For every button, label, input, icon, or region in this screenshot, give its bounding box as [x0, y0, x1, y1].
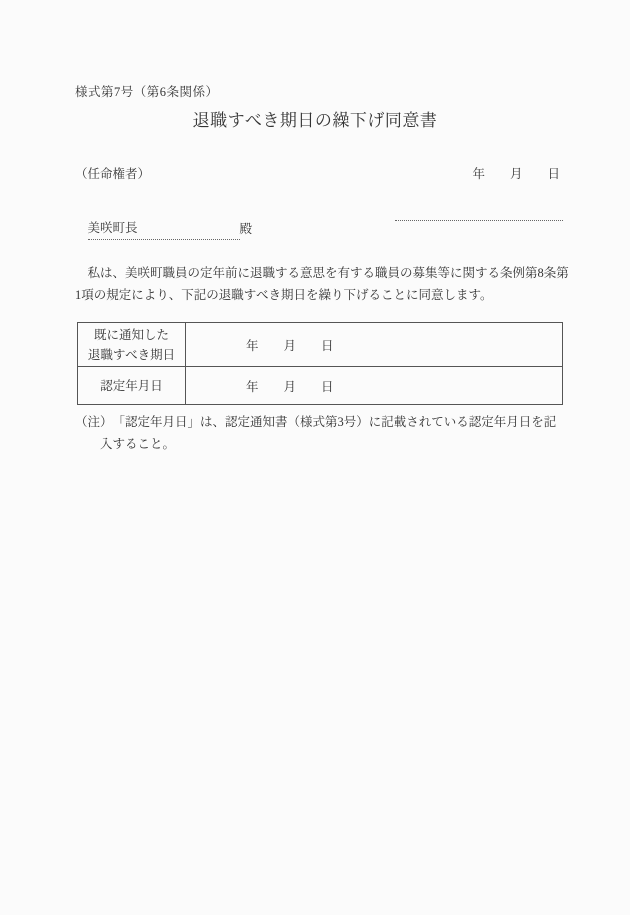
certified-date-value: 年 月 日 — [186, 367, 563, 405]
notified-date-label — [78, 323, 186, 367]
footnote-line2: 入すること。 — [100, 437, 176, 451]
notified-date-label-line1: 既に通知した — [93, 327, 169, 342]
footnote — [75, 411, 556, 455]
consent-statement — [75, 262, 567, 306]
addressee-honorific: 殿 — [239, 222, 253, 236]
form-number: 様式第7号（第6条関係） — [75, 85, 219, 99]
consent-statement-line1: 私は、美咲町職員の定年前に退職する意思を有する職員の募集等に関する条例第8条第 — [75, 266, 569, 280]
addressee-name-field — [88, 218, 240, 240]
document-title: 退職すべき期日の繰下げ同意書 — [192, 111, 438, 130]
table-row-certified-date — [78, 367, 563, 405]
notified-date-label-line2: 退職すべき期日 — [87, 347, 176, 362]
notified-date-value: 年 月 日 — [186, 323, 563, 367]
addressee-row — [75, 203, 252, 255]
retirement-date-table — [77, 322, 563, 405]
footnote-line1: （注） 「認定年月日」は、認定通知書（様式第3号）に記載されている認定年月日を記 — [75, 415, 557, 429]
signature-blank-line — [395, 203, 563, 221]
certified-date-label: 認定年月日 — [78, 367, 186, 405]
addressee-name: 美咲町長 — [87, 221, 138, 235]
appointer-label: （任命権者） — [75, 167, 151, 181]
consent-statement-line2: 1項の規定により、下記の退職すべき期日を繰り下げることに同意します。 — [75, 288, 493, 302]
date-header: 年 月 日 — [472, 167, 560, 181]
table-row-notified-date — [78, 323, 563, 367]
